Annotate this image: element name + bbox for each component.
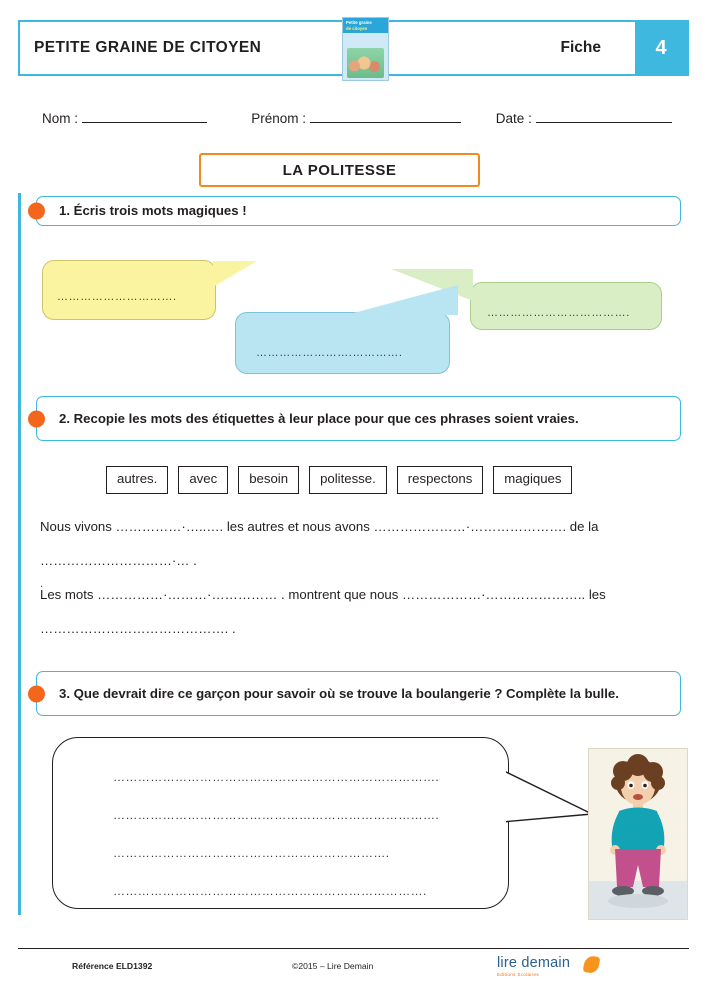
word-tag[interactable]: autres. [106, 466, 168, 494]
exercise-1-header [36, 196, 681, 226]
answer-speech-bubble[interactable] [52, 737, 509, 909]
identity-line [42, 110, 672, 126]
word-tag[interactable]: respectons [397, 466, 484, 494]
answer-bubble-tail [500, 768, 595, 824]
thumbnail-line1: Petite graine [346, 20, 372, 25]
bullet-icon [28, 410, 45, 427]
bubble-tail-blue [346, 285, 458, 315]
exercise-2-sentences [40, 510, 680, 646]
answer-line-2[interactable]: ……………………………………………………………………. [113, 808, 440, 822]
nom-field[interactable] [82, 110, 207, 123]
footer-divider [18, 948, 689, 949]
sentence-line-3[interactable]: Les mots ……………·………·…………… . montrent que nous ………………·………………….. les [40, 587, 606, 602]
speech-bubble-green[interactable] [470, 282, 662, 330]
date-field[interactable] [536, 110, 672, 123]
word-tag[interactable]: besoin [238, 466, 299, 494]
page-header [18, 20, 689, 76]
prenom-field[interactable] [310, 110, 461, 123]
boy-illustration [588, 748, 688, 920]
answer-line-1[interactable]: ……………………………………………………………………. [113, 770, 440, 784]
bubble-yellow-answer-line[interactable]: …………………………. [57, 291, 177, 303]
answer-line-4[interactable]: …………………………………………………………………. [113, 884, 427, 898]
bullet-icon [28, 203, 45, 220]
word-tag[interactable]: magiques [493, 466, 572, 494]
prenom-label: Prénom : [251, 111, 307, 126]
publisher-logo [497, 955, 607, 985]
publisher-tagline: Editions Scolaires [497, 972, 539, 977]
sentence-line-2[interactable]: …………………………·… . [40, 553, 197, 568]
footer-copyright: ©2015 – Lire Demain [292, 961, 374, 971]
bubble-green-answer-line[interactable]: ………………………………. [487, 307, 630, 319]
word-tag[interactable]: avec [178, 466, 228, 494]
exercise-2-header [36, 396, 681, 441]
footer-reference: Référence ELD1392 [72, 961, 153, 971]
word-tag[interactable]: politesse. [309, 466, 387, 494]
speech-bubble-blue[interactable] [235, 312, 450, 374]
thumbnail-line2: de citoyen [346, 26, 368, 31]
word-tags-row [106, 466, 572, 494]
bullet-icon [28, 685, 45, 702]
thumbnail-artwork [343, 33, 388, 81]
fiche-number: 4 [635, 22, 687, 74]
answer-line-3[interactable]: …………………………………………………………. [113, 846, 390, 860]
boy-illustration-svg [589, 749, 687, 919]
speech-bubble-yellow[interactable] [42, 260, 216, 320]
stray-dot: . [40, 578, 44, 590]
sentence-line-4[interactable]: ……………………………………. . [40, 621, 236, 636]
fiche-label: Fiche [560, 39, 601, 56]
bubble-tail-yellow [213, 261, 257, 287]
exercise-3-header [36, 671, 681, 716]
sentence-line-1[interactable]: Nous vivons ……………·…..…. les autres et nous avons …………………·…………………. de la [40, 519, 599, 534]
exercise-3-instruction: 3. Que devrait dire ce garçon pour savoir où se trouve la boulangerie ? Complète la bulle. [59, 685, 619, 701]
bubble-blue-answer-line[interactable]: …………………….…………. [256, 347, 403, 359]
publisher-name: lire demain [497, 955, 571, 971]
book-cover-thumbnail [342, 17, 389, 81]
date-label: Date : [495, 111, 532, 126]
exercise-1-instruction: 1. Écris trois mots magiques ! [59, 203, 247, 219]
header-title: PETITE GRAINE DE CITOYEN [34, 39, 262, 56]
nom-label: Nom : [42, 111, 79, 126]
exercise-2-instruction: 2. Recopie les mots des étiquettes à leur place pour que ces phrases soient vraies. [59, 410, 579, 426]
page-title: LA POLITESSE [199, 153, 480, 187]
left-accent-bar [18, 193, 21, 915]
